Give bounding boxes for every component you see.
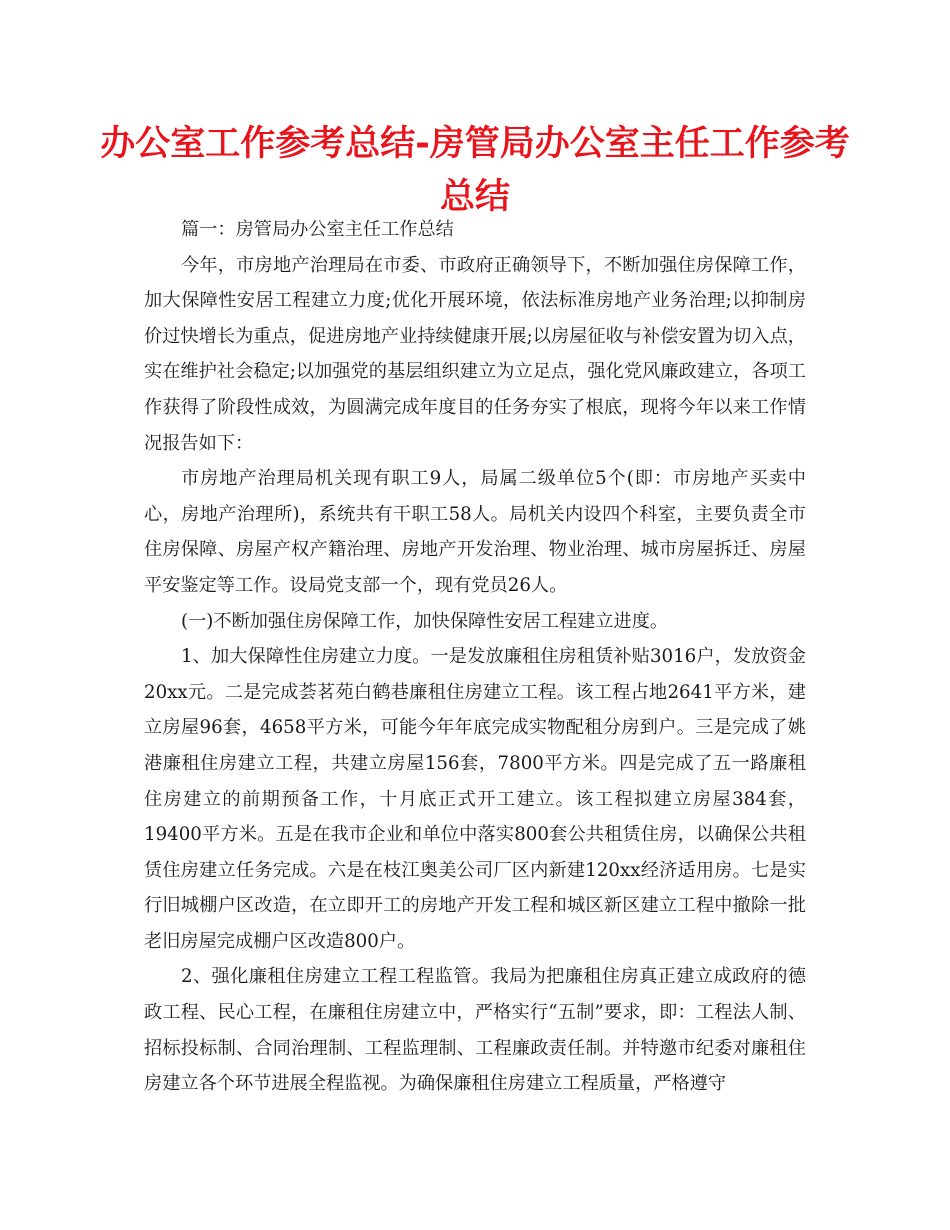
body-paragraph: 1、加大保障性住房建立力度。一是发放廉租住房租赁补贴3016户，发放资金20xx元。二是完成荟茗苑白鹤巷廉租住房建立工程。该工程占地2641平方米，建立房屋96套，4658平方米，可能今年年底完成实物配租分房到户。三是完成了姚港廉租住房建立工程，共建立房屋156套，7800平方米。四是完成了五一路廉租住房建立的前期预备工作，十月底正式开工建立。该工程拟建立房屋384套，19400平方米。五是在我市企业和单位中落实800套公共租赁住房，以确保公共租赁住房建立任务完成。六是在枝江奥美公司厂区内新建120xx经济适用房。七是实行旧城棚户区改造，在立即开工的房地产开发工程和城区新区建立工程中撤除一批老旧房屋完成棚户区改造800户。 (144, 646, 806, 952)
body-paragraph: 市房地产治理局机关现有职工9人，局属二级单位5个(即：市房地产买卖中心，房地产治理所)，系统共有干职工58人。局机关内设四个科室，主要负责全市住房保障、房屋产权产籍治理、房地产开发治理、物业治理、城市房屋拆迁、房屋平安鉴定等工作。设局党支部一个，现有党员26人。 (144, 468, 806, 596)
subsection-heading: (一)不断加强住房保障工作，加快保障性安居工程建立进度。 (181, 610, 669, 632)
body-paragraph: 今年，市房地产治理局在市委、市政府正确领导下，不断加强住房保障工作，加大保障性安居工程建立力度;优化开展环境，依法标准房地产业务治理;以抑制房价过快增长为重点，促进房地产业持续健康开展;以房屋征收与补偿安置为切入点，实在维护社会稳定;以加强党的基层组织建立为立足点，强化党风廉政建立，各项工作获得了阶段性成效，为圆满完成年度目的任务夯实了根底，现将今年以来工作情况报告如下： (144, 254, 806, 454)
document-title: 办公室工作参考总结-房管局办公室主任工作参考总结 (100, 124, 850, 217)
document-body (144, 212, 806, 1102)
body-paragraph: 2、强化廉租住房建立工程工程监管。我局为把廉租住房真正建立成政府的德政工程、民心工程，在廉租住房建立中，严格实行“五制”要求，即：工程法人制、招标投标制、合同治理制、工程监理制、工程廉政责任制。并特邀市纪委对廉租住房建立各个环节进展全程监视。为确保廉租住房建立工程质量，严格遵守 (144, 966, 806, 1095)
section-heading: 篇一：房管局办公室主任工作总结 (181, 219, 454, 240)
